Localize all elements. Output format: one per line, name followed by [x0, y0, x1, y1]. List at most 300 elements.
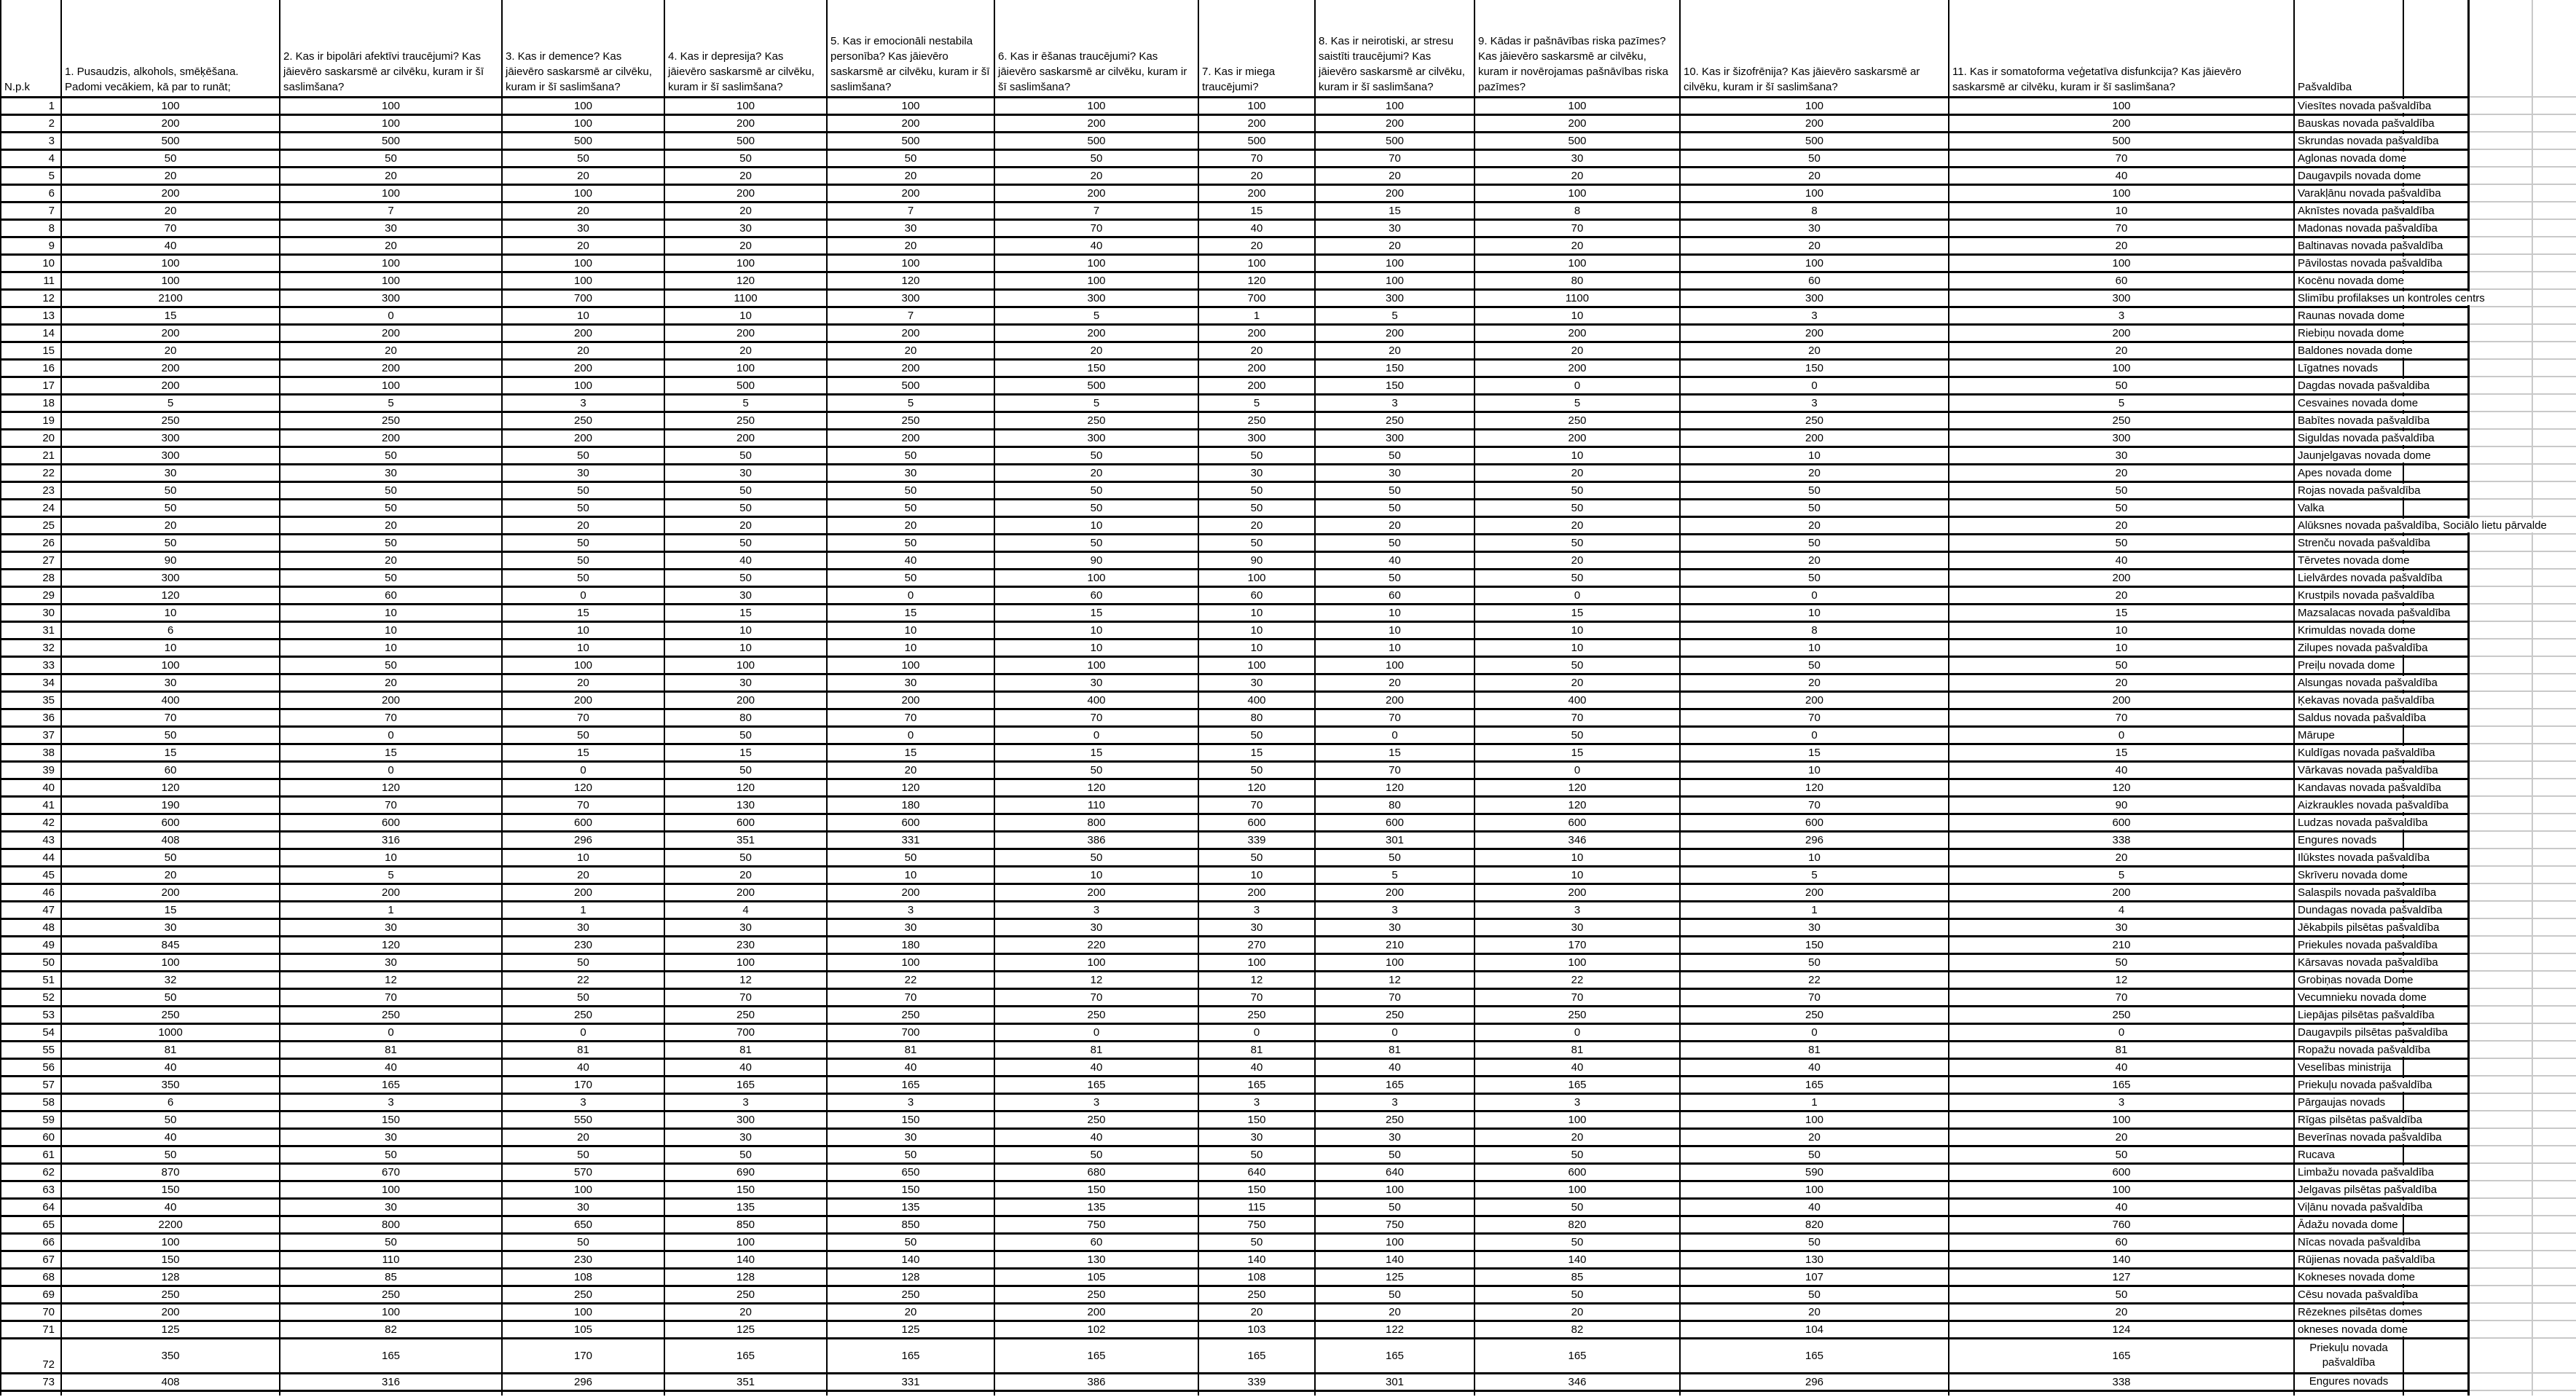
row-number-cell[interactable]: 52	[1, 988, 61, 1006]
data-cell[interactable]: 100	[1680, 1111, 1949, 1128]
data-cell[interactable]: 15	[994, 604, 1198, 621]
data-cell[interactable]: 10	[1680, 761, 1949, 779]
data-cell[interactable]: 50	[1680, 1233, 1949, 1251]
data-cell[interactable]: 20	[1474, 516, 1680, 534]
data-cell[interactable]: 100	[1198, 97, 1315, 114]
gridline-cell[interactable]	[2532, 184, 2576, 202]
municipality-cell[interactable]	[2294, 569, 2443, 586]
gridline-cell[interactable]	[2468, 639, 2532, 656]
data-cell[interactable]: 100	[502, 1303, 664, 1321]
data-cell[interactable]: 40	[1949, 1198, 2294, 1216]
gridline-cell[interactable]	[2468, 918, 2532, 936]
data-cell[interactable]: 81	[502, 1041, 664, 1058]
municipality-cell[interactable]	[2294, 656, 2403, 674]
data-cell[interactable]: 100	[1949, 1181, 2294, 1198]
data-cell[interactable]: 670	[280, 1163, 502, 1181]
data-cell[interactable]: 60	[1949, 272, 2294, 289]
gridline-cell[interactable]	[2532, 988, 2576, 1006]
data-cell[interactable]: 100	[1474, 1181, 1680, 1198]
data-cell[interactable]: 10	[1474, 849, 1680, 866]
data-cell[interactable]: 8	[1680, 621, 1949, 639]
empty-cell[interactable]	[2403, 359, 2468, 377]
data-cell[interactable]: 100	[1680, 184, 1949, 202]
data-cell[interactable]: 338	[1949, 831, 2294, 849]
gridline-cell[interactable]	[2468, 1373, 2532, 1390]
data-cell[interactable]: 180	[827, 796, 994, 814]
gridline-cell[interactable]	[2468, 307, 2532, 324]
data-cell[interactable]: 70	[1315, 761, 1474, 779]
empty-cell[interactable]	[2403, 1390, 2468, 1396]
data-cell[interactable]: 81	[1949, 1041, 2294, 1058]
data-cell[interactable]: 10	[1315, 604, 1474, 621]
data-cell[interactable]: 20	[1474, 342, 1680, 359]
municipality-cell[interactable]	[2294, 1006, 2435, 1023]
data-cell[interactable]: 500	[1198, 132, 1315, 149]
data-cell[interactable]: 50	[61, 849, 280, 866]
data-cell[interactable]: 50	[827, 149, 994, 167]
data-cell[interactable]: 100	[280, 1181, 502, 1198]
row-number-cell[interactable]: 12	[1, 289, 61, 307]
municipality-cell[interactable]	[2294, 1058, 2403, 1076]
data-cell[interactable]: 50	[280, 446, 502, 464]
data-cell[interactable]: 500	[994, 377, 1198, 394]
data-cell[interactable]: 100	[61, 953, 280, 971]
gridline-cell[interactable]	[2468, 342, 2532, 359]
data-cell[interactable]: 20	[1474, 464, 1680, 481]
data-cell[interactable]: 15	[1680, 744, 1949, 761]
col-header-q3[interactable]: 3. Kas ir demence? Kas jāievēro saskarsmē ar cilvēku, kuram ir šī saslimšana?	[502, 0, 664, 97]
data-cell[interactable]: 3	[502, 394, 664, 412]
data-cell[interactable]: 10	[827, 866, 994, 884]
data-cell[interactable]: 200	[1315, 324, 1474, 342]
data-cell[interactable]: 200	[280, 884, 502, 901]
data-cell[interactable]: 100	[1474, 97, 1680, 114]
data-cell[interactable]: 200	[1474, 324, 1680, 342]
data-cell[interactable]: 100	[280, 377, 502, 394]
data-cell[interactable]: 5	[280, 394, 502, 412]
row-number-cell[interactable]: 14	[1, 324, 61, 342]
col-header-municipality[interactable]: Pašvaldība	[2294, 0, 2403, 97]
gridline-cell[interactable]	[2468, 849, 2532, 866]
gridline-cell[interactable]	[2468, 219, 2532, 237]
data-cell[interactable]: 750	[1315, 1216, 1474, 1233]
data-cell[interactable]: 50	[1474, 1286, 1680, 1303]
data-cell[interactable]: 15	[1198, 202, 1315, 219]
data-cell[interactable]: 820	[1474, 1216, 1680, 1233]
data-cell[interactable]: 6	[61, 1093, 280, 1111]
data-cell[interactable]: 20	[664, 237, 827, 254]
gridline-cell[interactable]	[2468, 132, 2532, 149]
data-cell[interactable]: 20	[1949, 237, 2294, 254]
data-cell[interactable]: 296	[502, 1373, 664, 1390]
gridline-cell[interactable]	[2468, 1181, 2532, 1198]
data-cell[interactable]: 3	[827, 901, 994, 918]
data-cell[interactable]: 70	[1198, 988, 1315, 1006]
data-cell[interactable]: 300	[1680, 289, 1949, 307]
data-cell[interactable]: 200	[61, 1303, 280, 1321]
gridline-cell[interactable]	[2468, 936, 2532, 953]
data-cell[interactable]: 5	[61, 394, 280, 412]
data-cell[interactable]: 90	[61, 551, 280, 569]
data-cell[interactable]: 50	[502, 481, 664, 499]
data-cell[interactable]: 296	[1680, 831, 1949, 849]
data-cell[interactable]: 200	[61, 114, 280, 132]
municipality-cell[interactable]	[2294, 1303, 2422, 1321]
data-cell[interactable]: 200	[1680, 324, 1949, 342]
data-cell[interactable]: 331	[827, 1373, 994, 1390]
data-cell[interactable]: 20	[1949, 849, 2294, 866]
data-cell[interactable]: 15	[1949, 604, 2294, 621]
data-cell[interactable]: 200	[61, 359, 280, 377]
row-number-cell[interactable]: 8	[1, 219, 61, 237]
data-cell[interactable]: 60	[1680, 272, 1949, 289]
gridline-cell[interactable]	[2532, 237, 2576, 254]
data-cell[interactable]: 50	[280, 1146, 502, 1163]
empty-cell[interactable]	[280, 1390, 502, 1396]
gridline-cell[interactable]	[2532, 936, 2576, 953]
gridline-cell[interactable]	[2532, 604, 2576, 621]
data-cell[interactable]: 100	[1474, 184, 1680, 202]
data-cell[interactable]: 200	[1198, 184, 1315, 202]
row-number-cell[interactable]: 26	[1, 534, 61, 551]
data-cell[interactable]: 10	[994, 516, 1198, 534]
data-cell[interactable]: 500	[664, 377, 827, 394]
data-cell[interactable]: 150	[1198, 1181, 1315, 1198]
data-cell[interactable]: 20	[664, 866, 827, 884]
data-cell[interactable]: 70	[994, 988, 1198, 1006]
data-cell[interactable]: 50	[664, 499, 827, 516]
data-cell[interactable]: 10	[1474, 639, 1680, 656]
data-cell[interactable]: 200	[280, 429, 502, 446]
data-cell[interactable]: 30	[827, 464, 994, 481]
data-cell[interactable]: 100	[664, 656, 827, 674]
data-cell[interactable]: 50	[994, 499, 1198, 516]
gridline-cell[interactable]	[2468, 359, 2532, 377]
row-number-cell[interactable]: 59	[1, 1111, 61, 1128]
data-cell[interactable]: 60	[1315, 586, 1474, 604]
data-cell[interactable]: 200	[1198, 359, 1315, 377]
data-cell[interactable]: 100	[827, 254, 994, 272]
data-cell[interactable]: 140	[664, 1251, 827, 1268]
gridline-cell[interactable]	[2532, 1041, 2576, 1058]
data-cell[interactable]: 20	[994, 342, 1198, 359]
data-cell[interactable]: 30	[1315, 219, 1474, 237]
data-cell[interactable]: 200	[994, 114, 1198, 132]
data-cell[interactable]: 30	[502, 918, 664, 936]
data-cell[interactable]: 20	[1474, 237, 1680, 254]
data-cell[interactable]: 250	[1474, 412, 1680, 429]
data-cell[interactable]: 5	[827, 394, 994, 412]
data-cell[interactable]: 3	[994, 901, 1198, 918]
data-cell[interactable]: 50	[1949, 953, 2294, 971]
data-cell[interactable]: 200	[61, 377, 280, 394]
data-cell[interactable]: 5	[1949, 394, 2294, 412]
data-cell[interactable]: 30	[280, 953, 502, 971]
data-cell[interactable]: 1	[1680, 1093, 1949, 1111]
data-cell[interactable]: 250	[994, 1006, 1198, 1023]
data-cell[interactable]: 600	[664, 814, 827, 831]
data-cell[interactable]: 30	[1474, 149, 1680, 167]
data-cell[interactable]: 50	[827, 534, 994, 551]
row-number-cell[interactable]: 43	[1, 831, 61, 849]
row-number-cell[interactable]: 58	[1, 1093, 61, 1111]
data-cell[interactable]: 165	[1949, 1338, 2294, 1373]
data-cell[interactable]: 100	[1949, 359, 2294, 377]
gridline-cell[interactable]	[2468, 656, 2532, 674]
data-cell[interactable]: 590	[1680, 1163, 1949, 1181]
data-cell[interactable]: 125	[1315, 1268, 1474, 1286]
data-cell[interactable]: 30	[502, 1198, 664, 1216]
data-cell[interactable]: 170	[1474, 936, 1680, 953]
gridline-cell[interactable]	[2532, 831, 2576, 849]
data-cell[interactable]: 80	[1315, 796, 1474, 814]
data-cell[interactable]: 150	[1680, 359, 1949, 377]
gridline-cell[interactable]	[2532, 132, 2576, 149]
data-cell[interactable]: 50	[1949, 481, 2294, 499]
empty-cell[interactable]	[2403, 831, 2468, 849]
data-cell[interactable]: 50	[61, 988, 280, 1006]
row-number-cell[interactable]: 61	[1, 1146, 61, 1163]
row-number-cell[interactable]: 72	[1, 1338, 61, 1373]
data-cell[interactable]: 600	[61, 814, 280, 831]
data-cell[interactable]: 20	[61, 866, 280, 884]
data-cell[interactable]: 0	[1315, 1023, 1474, 1041]
data-cell[interactable]: 301	[1315, 1373, 1474, 1390]
data-cell[interactable]: 20	[1474, 1128, 1680, 1146]
data-cell[interactable]: 50	[994, 446, 1198, 464]
gridline-cell[interactable]	[2468, 97, 2532, 114]
row-number-cell[interactable]: 44	[1, 849, 61, 866]
data-cell[interactable]: 70	[61, 709, 280, 726]
row-number-cell[interactable]: 70	[1, 1303, 61, 1321]
data-cell[interactable]: 200	[61, 884, 280, 901]
empty-cell[interactable]	[1474, 1390, 1680, 1396]
data-cell[interactable]: 60	[280, 586, 502, 604]
data-cell[interactable]: 81	[280, 1041, 502, 1058]
col-header-q6[interactable]: 6. Kas ir ēšanas traucējumi? Kas jāievēro saskarsmē ar cilvēku, kuram ir šī saslimšana?	[994, 0, 1198, 97]
row-number-cell[interactable]: 41	[1, 796, 61, 814]
gridline-cell[interactable]	[2468, 586, 2532, 604]
data-cell[interactable]: 50	[1198, 726, 1315, 744]
data-cell[interactable]: 30	[280, 219, 502, 237]
data-cell[interactable]: 386	[994, 1373, 1198, 1390]
data-cell[interactable]: 20	[280, 167, 502, 184]
col-header-q1[interactable]: 1. Pusaudzis, alkohols, smēķēšana. Padomi vecākiem, kā par to runāt;	[61, 0, 280, 97]
data-cell[interactable]: 180	[827, 936, 994, 953]
data-cell[interactable]: 50	[280, 534, 502, 551]
data-cell[interactable]: 40	[1198, 1058, 1315, 1076]
empty-cell[interactable]	[2403, 499, 2468, 516]
data-cell[interactable]: 500	[827, 377, 994, 394]
data-cell[interactable]: 10	[502, 639, 664, 656]
data-cell[interactable]: 200	[1949, 114, 2294, 132]
data-cell[interactable]: 70	[1680, 796, 1949, 814]
data-cell[interactable]: 250	[61, 412, 280, 429]
data-cell[interactable]: 80	[664, 709, 827, 726]
row-number-cell[interactable]: 38	[1, 744, 61, 761]
data-cell[interactable]: 40	[1474, 1058, 1680, 1076]
data-cell[interactable]: 81	[61, 1041, 280, 1058]
gridline-cell[interactable]	[2468, 1233, 2532, 1251]
data-cell[interactable]: 40	[61, 1128, 280, 1146]
data-cell[interactable]: 81	[1315, 1041, 1474, 1058]
data-cell[interactable]: 7	[827, 307, 994, 324]
col-header-q7[interactable]: 7. Kas ir miega traucējumi?	[1198, 0, 1315, 97]
data-cell[interactable]: 20	[994, 167, 1198, 184]
data-cell[interactable]: 140	[827, 1251, 994, 1268]
data-cell[interactable]: 250	[1198, 412, 1315, 429]
data-cell[interactable]: 20	[994, 464, 1198, 481]
data-cell[interactable]: 90	[1198, 551, 1315, 569]
data-cell[interactable]: 15	[61, 744, 280, 761]
data-cell[interactable]: 50	[827, 481, 994, 499]
data-cell[interactable]: 0	[280, 726, 502, 744]
data-cell[interactable]: 10	[664, 639, 827, 656]
data-cell[interactable]: 30	[664, 1128, 827, 1146]
data-cell[interactable]: 100	[1198, 569, 1315, 586]
data-cell[interactable]: 81	[1198, 1041, 1315, 1058]
data-cell[interactable]: 0	[1680, 1023, 1949, 1041]
data-cell[interactable]: 100	[1949, 1111, 2294, 1128]
data-cell[interactable]: 250	[1315, 412, 1474, 429]
data-cell[interactable]: 30	[1198, 1128, 1315, 1146]
data-cell[interactable]: 200	[1198, 377, 1315, 394]
data-cell[interactable]: 250	[1315, 1111, 1474, 1128]
data-cell[interactable]: 0	[1680, 377, 1949, 394]
data-cell[interactable]: 150	[1315, 377, 1474, 394]
data-cell[interactable]: 30	[827, 674, 994, 691]
gridline-cell[interactable]	[2532, 1146, 2576, 1163]
data-cell[interactable]: 100	[1315, 1233, 1474, 1251]
data-cell[interactable]: 40	[61, 1058, 280, 1076]
data-cell[interactable]: 124	[1949, 1321, 2294, 1338]
data-cell[interactable]: 50	[61, 726, 280, 744]
data-cell[interactable]: 70	[827, 709, 994, 726]
row-number-cell[interactable]: 20	[1, 429, 61, 446]
gridline-cell[interactable]	[2532, 918, 2576, 936]
col-header-q8[interactable]: 8. Kas ir neirotiski, ar stresu saistīti traucējumi? Kas jāievēro saskarsmē ar cilvēku, kuram ir šī saslimšana?	[1315, 0, 1474, 97]
gridline-cell[interactable]	[2532, 1251, 2576, 1268]
municipality-cell[interactable]	[2294, 1128, 2442, 1146]
data-cell[interactable]: 200	[827, 359, 994, 377]
data-cell[interactable]: 200	[1474, 429, 1680, 446]
municipality-cell[interactable]	[2294, 918, 2440, 936]
data-cell[interactable]: 15	[1198, 744, 1315, 761]
data-cell[interactable]: 10	[1198, 639, 1315, 656]
empty-cell[interactable]	[61, 1390, 280, 1396]
data-cell[interactable]: 50	[1198, 1146, 1315, 1163]
data-cell[interactable]: 20	[664, 342, 827, 359]
data-cell[interactable]: 128	[61, 1268, 280, 1286]
data-cell[interactable]: 300	[1949, 429, 2294, 446]
row-number-cell[interactable]: 22	[1, 464, 61, 481]
municipality-cell[interactable]	[2294, 1181, 2437, 1198]
gridline-cell[interactable]	[2532, 814, 2576, 831]
data-cell[interactable]: 760	[1949, 1216, 2294, 1233]
data-cell[interactable]: 50	[1474, 726, 1680, 744]
data-cell[interactable]: 10	[994, 866, 1198, 884]
gridline-cell[interactable]	[2532, 114, 2576, 132]
data-cell[interactable]: 128	[827, 1268, 994, 1286]
gridline-cell[interactable]	[2468, 866, 2532, 884]
data-cell[interactable]: 50	[1680, 534, 1949, 551]
data-cell[interactable]: 170	[502, 1076, 664, 1093]
data-cell[interactable]: 12	[1198, 971, 1315, 988]
data-cell[interactable]: 500	[1949, 132, 2294, 149]
row-number-cell[interactable]: 42	[1, 814, 61, 831]
gridline-cell[interactable]	[2532, 1076, 2576, 1093]
data-cell[interactable]: 640	[1315, 1163, 1474, 1181]
data-cell[interactable]: 10	[502, 307, 664, 324]
data-cell[interactable]: 20	[61, 202, 280, 219]
data-cell[interactable]: 20	[1680, 167, 1949, 184]
data-cell[interactable]: 5	[1198, 394, 1315, 412]
row-number-cell[interactable]: 3	[1, 132, 61, 149]
data-cell[interactable]: 3	[1315, 901, 1474, 918]
data-cell[interactable]: 50	[1949, 377, 2294, 394]
gridline-cell[interactable]	[2532, 1023, 2576, 1041]
municipality-cell[interactable]	[2294, 1321, 2408, 1338]
data-cell[interactable]: 1100	[664, 289, 827, 307]
gridline-cell[interactable]	[2468, 412, 2532, 429]
data-cell[interactable]: 20	[1198, 1303, 1315, 1321]
data-cell[interactable]: 200	[1949, 569, 2294, 586]
gridline-cell[interactable]	[2532, 446, 2576, 464]
data-cell[interactable]: 100	[61, 97, 280, 114]
municipality-cell[interactable]	[2294, 744, 2435, 761]
data-cell[interactable]: 20	[827, 167, 994, 184]
data-cell[interactable]: 20	[827, 237, 994, 254]
data-cell[interactable]: 250	[664, 1286, 827, 1303]
data-cell[interactable]: 40	[994, 1128, 1198, 1146]
data-cell[interactable]: 200	[61, 184, 280, 202]
data-cell[interactable]: 10	[1474, 307, 1680, 324]
row-number-cell[interactable]: 32	[1, 639, 61, 656]
data-cell[interactable]: 10	[1474, 866, 1680, 884]
municipality-cell[interactable]	[2294, 1338, 2403, 1373]
gridline-cell[interactable]	[2468, 202, 2532, 219]
data-cell[interactable]: 20	[1198, 167, 1315, 184]
data-cell[interactable]: 20	[1680, 674, 1949, 691]
data-cell[interactable]: 50	[61, 481, 280, 499]
empty-cell[interactable]	[2403, 551, 2468, 569]
empty-cell[interactable]	[2403, 324, 2468, 342]
data-cell[interactable]: 100	[664, 1233, 827, 1251]
data-cell[interactable]: 1000	[61, 1023, 280, 1041]
data-cell[interactable]: 3	[1474, 901, 1680, 918]
municipality-cell[interactable]	[2294, 149, 2407, 167]
data-cell[interactable]: 200	[1315, 884, 1474, 901]
gridline-cell[interactable]	[2532, 1303, 2576, 1321]
municipality-cell[interactable]	[2294, 866, 2408, 884]
data-cell[interactable]: 250	[61, 1286, 280, 1303]
data-cell[interactable]: 600	[1474, 1163, 1680, 1181]
data-cell[interactable]: 100	[664, 254, 827, 272]
data-cell[interactable]: 20	[1680, 464, 1949, 481]
row-number-cell[interactable]: 34	[1, 674, 61, 691]
row-number-cell[interactable]: 71	[1, 1321, 61, 1338]
data-cell[interactable]: 104	[1680, 1321, 1949, 1338]
data-cell[interactable]: 700	[827, 1023, 994, 1041]
data-cell[interactable]: 70	[1198, 796, 1315, 814]
gridline-cell[interactable]	[2468, 726, 2532, 744]
gridline-cell[interactable]	[2532, 307, 2576, 324]
data-cell[interactable]: 7	[994, 202, 1198, 219]
data-cell[interactable]: 50	[1198, 761, 1315, 779]
data-cell[interactable]: 50	[1315, 481, 1474, 499]
data-cell[interactable]: 110	[280, 1251, 502, 1268]
data-cell[interactable]: 82	[1474, 1321, 1680, 1338]
